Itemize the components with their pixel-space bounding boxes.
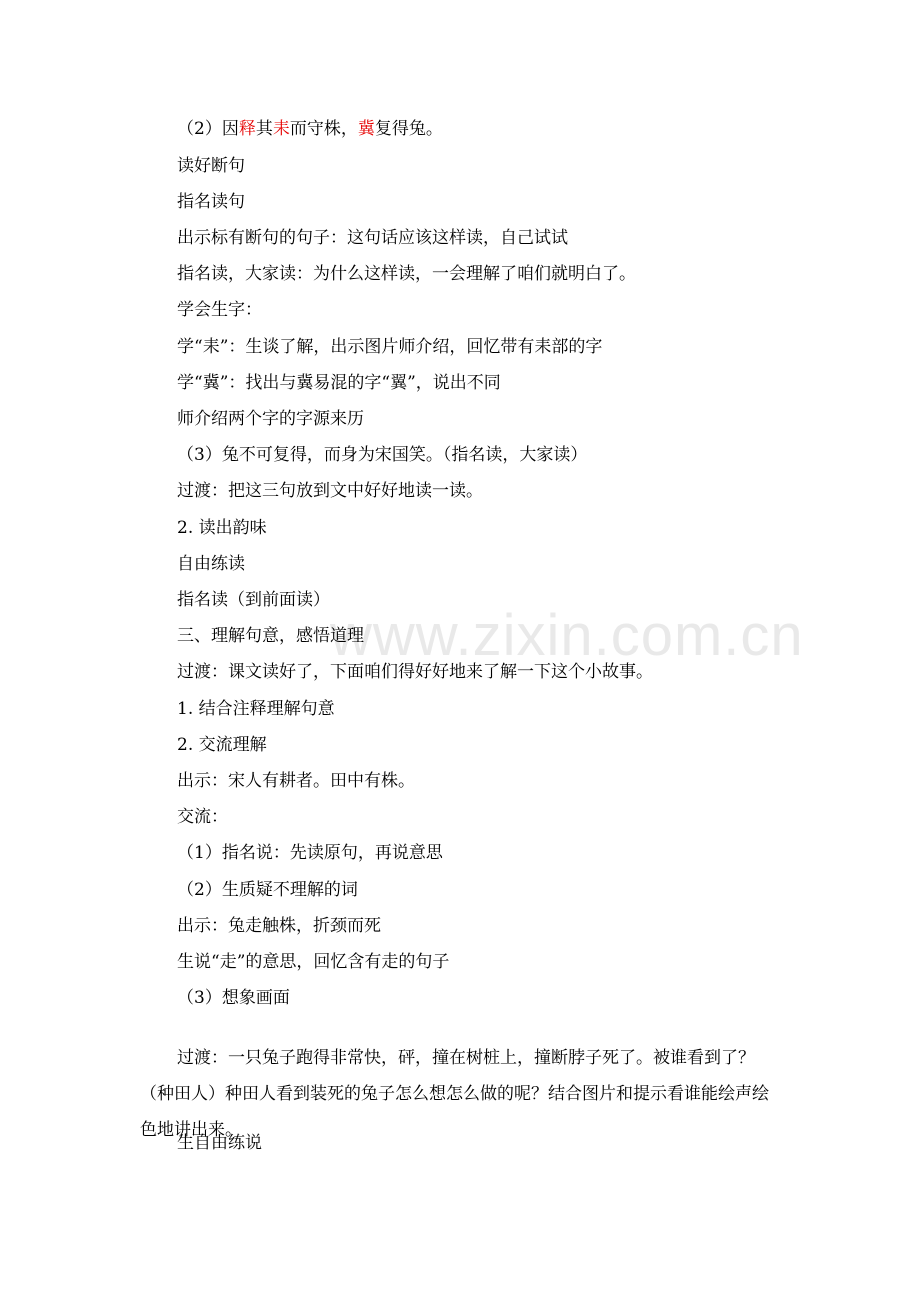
- text-line: 师介绍两个字的字源来历: [177, 409, 364, 429]
- text-line: 过渡：课文读好了，下面咱们得好好地来了解一下这个小故事。: [177, 662, 653, 682]
- text-line: 2. 读出韵味: [177, 518, 267, 538]
- text-line: 生说“走”的意思，回忆含有走的句子: [177, 952, 450, 972]
- text-line: 生自由练说: [177, 1133, 262, 1153]
- text-line: 出示：兔走触株，折颈而死: [177, 916, 381, 936]
- text-line: 出示标有断句的句子：这句话应该这样读，自己试试: [177, 228, 568, 248]
- highlighted-char: 释: [238, 119, 256, 139]
- text-line: （3）想象画面: [177, 988, 290, 1008]
- text-line: （3）兔不可复得，而身为宋国笑。（指名读，大家读）: [177, 445, 588, 465]
- text-line: 交流：: [177, 807, 228, 827]
- text-line: 三、理解句意，感悟道理: [177, 626, 364, 646]
- text-line: 指名读，大家读：为什么这样读，一会理解了咱们就明白了。: [177, 264, 636, 284]
- text-line: （1）指名说：先读原句，再说意思: [177, 843, 443, 863]
- line-segment: （2）因: [177, 119, 239, 139]
- line-segment: 而守株，: [289, 119, 358, 139]
- text-line: 出示：宋人有耕者。田中有株。: [177, 771, 415, 791]
- text-line: 指名读（到前面读）: [177, 590, 330, 610]
- line-segment: 其: [255, 119, 273, 139]
- text-line: 学“耒”：生谈了解，出示图片师介绍，回忆带有耒部的字: [177, 337, 603, 357]
- text-line: 学会生字：: [177, 300, 262, 320]
- highlighted-char: 冀: [357, 119, 375, 139]
- highlighted-char: 耒: [272, 119, 290, 139]
- body-paragraph: 过渡：一只兔子跑得非常快，砰，撞在树桩上，撞断脖子死了。被谁看到了？（种田人）种田人看到装死的兔子怎么想怎么做的呢？结合图片和提示看谁能绘声绘色地讲出来。: [140, 1048, 769, 1140]
- text-line: 2. 交流理解: [177, 735, 267, 755]
- line-segment: 复得兔。: [374, 119, 443, 139]
- text-line: 过渡：把这三句放到文中好好地读一读。: [177, 481, 483, 501]
- text-line: （2）生质疑不理解的词: [177, 880, 358, 900]
- text-line: 读好断句: [177, 156, 245, 176]
- text-line: 1. 结合注释理解句意: [177, 699, 335, 719]
- text-line: 指名读句: [177, 192, 245, 212]
- watermark: www.zixin.com.cn: [330, 603, 804, 668]
- text-line: 学“冀”：找出与冀易混的字“翼”，说出不同: [177, 373, 501, 393]
- text-line: [177, 118, 443, 140]
- text-line: 自由练读: [177, 554, 245, 574]
